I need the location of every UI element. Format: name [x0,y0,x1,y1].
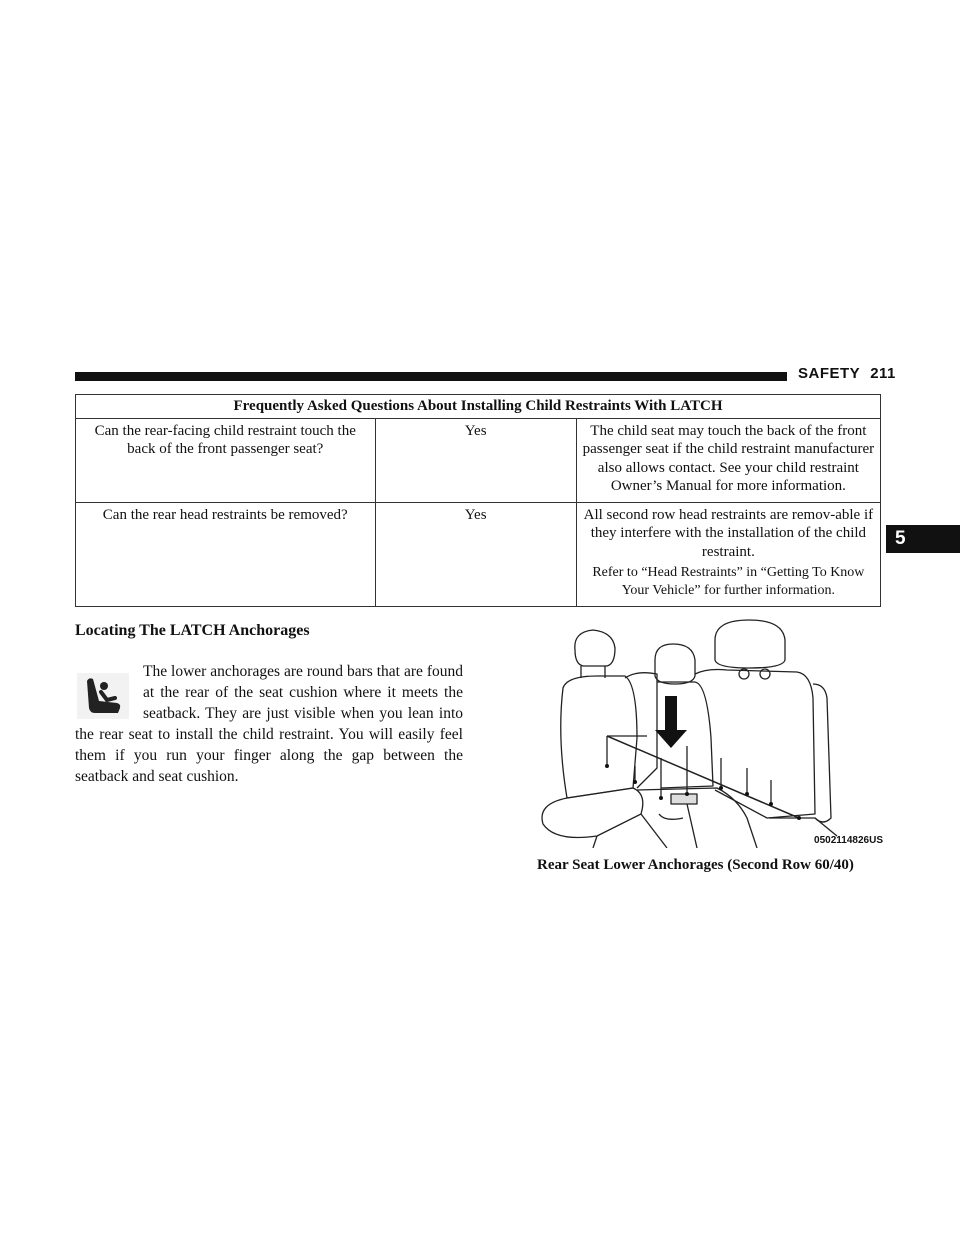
details-note: Refer to “Head Restraints” in “Getting To Know Your Vehicle” for further information. [592,565,865,598]
header-rule [75,372,787,381]
answer-cell: Yes [375,418,576,502]
section-paragraph [75,661,463,787]
section-body: The lower anchorages are round bars that are found at the rear of the seat cushion where it meets the seatback. They are just visible when you lean into the rear seat to install the child restraint. You will easily feel them if you run your finger along the gap between the seatback and seat cushion. [75,663,463,785]
section-title: Locating The LATCH Anchorages [75,622,310,639]
rear-seat-illustration [537,618,883,848]
chapter-tab: 5 [886,525,960,553]
details-text: The child seat may touch the back of the front passenger seat if the child restraint manufacturer also allows contact. See your child restraint Owner’s Manual for more information. [582,422,875,494]
header-section: SAFETY [798,365,861,382]
rear-seat-figure [537,618,883,848]
question-cell: Can the rear-facing child restraint touch the back of the front passenger seat? [76,418,376,502]
table-title: Frequently Asked Questions About Installing Child Restraints With LATCH [76,395,881,419]
child-seat-icon [77,673,129,719]
page-number: 211 [870,365,896,382]
figure-caption: Rear Seat Lower Anchorages (Second Row 60/40) [537,857,854,873]
table-row [76,502,881,607]
table-row [76,418,881,502]
details-cell [576,502,880,607]
running-header [798,365,896,382]
question-cell: Can the rear head restraints be removed? [76,502,376,607]
details-text: All second row head restraints are remov-able if they interfere with the installation of the child restraint. [583,506,874,560]
details-cell [576,418,880,502]
figure-id: 0502114826US [814,835,883,846]
answer-cell: Yes [375,502,576,607]
faq-table [75,394,881,607]
